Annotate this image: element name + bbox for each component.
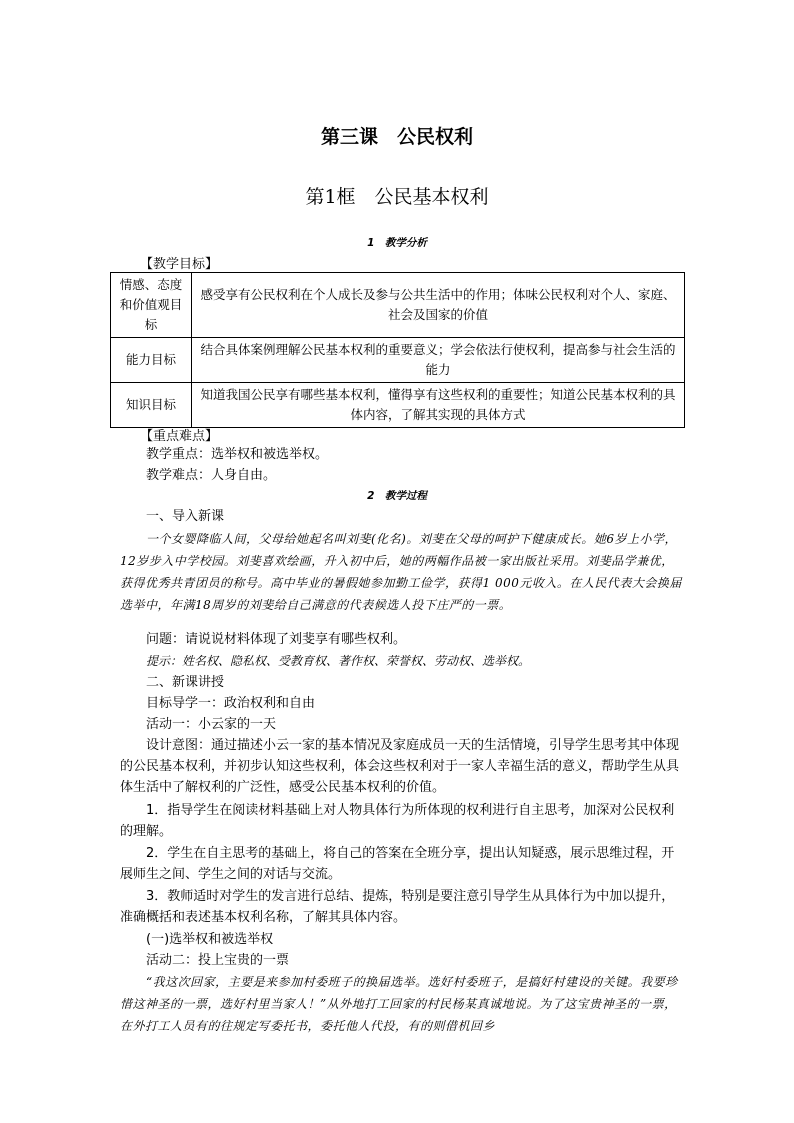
question: 问题：请说说材料体现了刘斐享有哪些权利。 xyxy=(146,632,407,647)
goal-label: 能力目标 xyxy=(111,338,192,383)
goals-label: 【教学目标】 xyxy=(140,257,219,272)
goal-text: 感受享有公民权利在个人成长及参与公共生活中的作用；体味公民权利对个人、家庭、社会及国家的价值 xyxy=(192,273,685,338)
story-paragraph: 一个女婴降临人间，父母给她起名叫刘斐(化名)。刘斐在父母的呵护下健康成长。她6岁上小学，12岁步入中学校园。刘斐喜欢绘画，升入初中后，她的两幅作品被一家出版社采用。刘斐品学兼优，获得优秀共青团员的称号。高中毕业的暑假她参加勤工俭学，获得1 000元收入。在人民代表大会换届选举中，年满18周岁的刘斐给自己满意的代表候选人投下庄严的一票。 xyxy=(120,532,682,612)
activity-two: 活动二：投上宝贵的一票 xyxy=(146,953,290,968)
table-row xyxy=(111,383,685,428)
lesson-title: 第三课 公民权利 xyxy=(320,126,473,148)
section-title: 第1框 公民基本权利 xyxy=(305,186,489,208)
activity-one: 活动一：小云家的一天 xyxy=(146,717,277,732)
new-lesson-heading: 二、新课讲授 xyxy=(146,675,225,690)
step-three: 3．教师适时对学生的发言进行总结、提炼，特别是要注意引导学生从具体行为中加以提升，准确概括和表述基本权利名称，了解其具体内容。 xyxy=(120,889,675,925)
step-one: 1．指导学生在阅读材料基础上对人物具体行为所体现的权利进行自主思考，加深对公民权利的理解。 xyxy=(120,803,675,839)
hint: 提示：姓名权、隐私权、受教育权、著作权、荣誉权、劳动权、选举权。 xyxy=(146,654,531,668)
process-heading: 2 教学过程 xyxy=(367,490,427,502)
goal-label: 情感、态度和价值观目标 xyxy=(111,273,192,338)
design-intent: 设计意图：通过描述小云一家的基本情况及家庭成员一天的生活情境，引导学生思考其中体现的公民基本权利，并初步认知这些权利，体会这些权利对于一家人幸福生活的意义，帮助学生从具体生活中了解权利的广泛性，感受公民基本权利的价值。 xyxy=(120,738,680,795)
quote-paragraph: “我这次回家，主要是来参加村委班子的换届选举。选好村委班子，是搞好村建设的关键。我要珍惜这神圣的一票，选好村里当家人！”从外地打工回家的村民杨某真诚地说。为了这宝贵神圣的一票，在外打工人员有的往规定写委托书，委托他人代投，有的则借机回乡 xyxy=(120,975,678,1033)
step-two: 2．学生在自主思考的基础上，将自己的答案在全班分享，提出认知疑惑，展示思维过程，开展师生之间、学生之间的对话与交流。 xyxy=(120,846,675,882)
key-point: 教学重点：选举权和被选举权。 xyxy=(146,447,329,462)
goal-one: 目标导学一：政治权利和自由 xyxy=(146,696,316,711)
goals-table xyxy=(110,272,685,428)
key-points-label: 【重点难点】 xyxy=(140,429,219,444)
goal-text: 知道我国公民享有哪些基本权利，懂得享有这些权利的重要性；知道公民基本权利的具体内容，了解其实现的具体方式 xyxy=(192,383,685,428)
difficulty: 教学难点：人身自由。 xyxy=(146,468,277,483)
table-row xyxy=(111,273,685,338)
subsection-one: (一)选举权和被选举权 xyxy=(146,932,274,947)
analysis-heading: 1 教学分析 xyxy=(367,237,427,249)
goal-text: 结合具体案例理解公民基本权利的重要意义；学会依法行使权利，提高参与社会生活的能力 xyxy=(192,338,685,383)
table-row xyxy=(111,338,685,383)
intro-heading: 一、导入新课 xyxy=(146,509,225,524)
goal-label: 知识目标 xyxy=(111,383,192,428)
